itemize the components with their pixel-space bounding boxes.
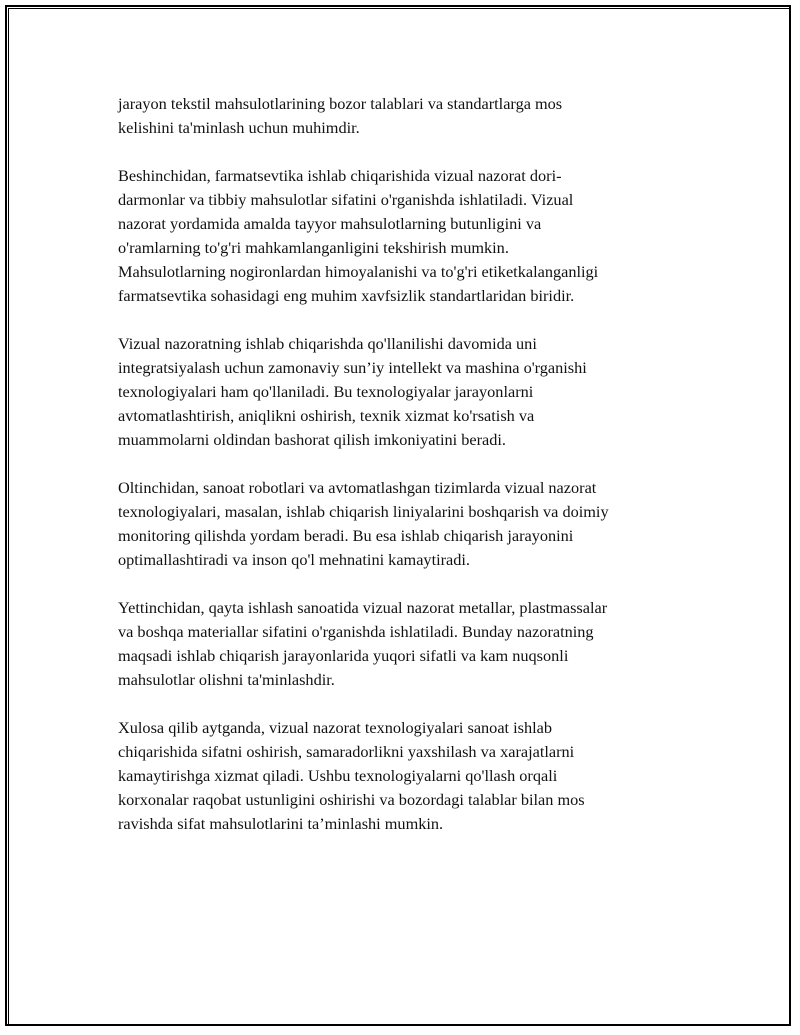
text-line: avtomatlashtirish, aniqlikni oshirish, texnik xizmat ko'rsatish va xyxy=(118,406,535,425)
text-line: texnologiyalari, masalan, ishlab chiqarish liniyalarini boshqarish va doimiy xyxy=(118,502,609,521)
text-line: Xulosa qilib aytganda, vizual nazorat texnologiyalari sanoat ishlab xyxy=(118,718,553,737)
text-line: jarayon tekstil mahsulotlarining bozor talablari va standartlarga mos xyxy=(118,94,563,113)
text-line: integratsiyalash uchun zamonaviy sun’iy intellekt va mashina o'rganishi xyxy=(118,358,587,377)
text-line: korxonalar raqobat ustunligini oshirishi va bozordagi talablar bilan mos xyxy=(118,790,585,809)
text-line: monitoring qilishda yordam beradi. Bu esa ishlab chiqarish jarayonini xyxy=(118,526,574,545)
paragraph-5 xyxy=(118,596,698,692)
text-line: nazorat yordamida amalda tayyor mahsulotlarning butunligini va xyxy=(118,214,542,233)
paragraph-6 xyxy=(118,716,698,836)
text-line: Yettinchidan, qayta ishlash sanoatida vizual nazorat metallar, plastmassalar xyxy=(118,598,608,617)
text-line: o'ramlarning to'g'ri mahkamlanganligini tekshirish mumkin. xyxy=(118,238,509,257)
paragraph-3 xyxy=(118,332,698,452)
paragraph-2 xyxy=(118,164,698,308)
text-line: Beshinchidan, farmatsevtika ishlab chiqarishida vizual nazorat dori- xyxy=(118,166,562,185)
text-line: va boshqa materiallar sifatini o'rganishda ishlatiladi. Bunday nazoratning xyxy=(118,622,594,641)
text-line: Oltinchidan, sanoat robotlari va avtomatlashgan tizimlarda vizual nazorat xyxy=(118,478,597,497)
text-line: mahsulotlar olishni ta'minlashdir. xyxy=(118,670,335,689)
text-line: kelishini ta'minlash uchun muhimdir. xyxy=(118,118,360,137)
text-line: farmatsevtika sohasidagi eng muhim xavfsizlik standartlaridan biridir. xyxy=(118,286,575,305)
text-line: ravishda sifat mahsulotlarini ta’minlashi mumkin. xyxy=(118,814,444,833)
text-line: Vizual nazoratning ishlab chiqarishda qo'llanilishi davomida uni xyxy=(118,334,537,353)
text-line: maqsadi ishlab chiqarish jarayonlarida yuqori sifatli va kam nuqsonli xyxy=(118,646,569,665)
text-line: Mahsulotlarning nogironlardan himoyalanishi va to'g'ri etiketkalanganligi xyxy=(118,262,599,281)
text-line: darmonlar va tibbiy mahsulotlar sifatini o'rganishda ishlatiladi. Vizual xyxy=(118,190,574,209)
text-line: texnologiyalari ham qo'llaniladi. Bu texnologiyalar jarayonlarni xyxy=(118,382,534,401)
text-line: chiqarishida sifatni oshirish, samaradorlikni yaxshilash va xarajatlarni xyxy=(118,742,575,761)
text-line: optimallashtiradi va inson qo'l mehnatini kamaytiradi. xyxy=(118,550,471,569)
paragraph-1 xyxy=(118,92,698,140)
text-line: muammolarni oldindan bashorat qilish imkoniyatini beradi. xyxy=(118,430,506,449)
paragraph-4 xyxy=(118,476,698,572)
document-body xyxy=(118,92,698,860)
text-line: kamaytirishga xizmat qiladi. Ushbu texnologiyalarni qo'llash orqali xyxy=(118,766,558,785)
